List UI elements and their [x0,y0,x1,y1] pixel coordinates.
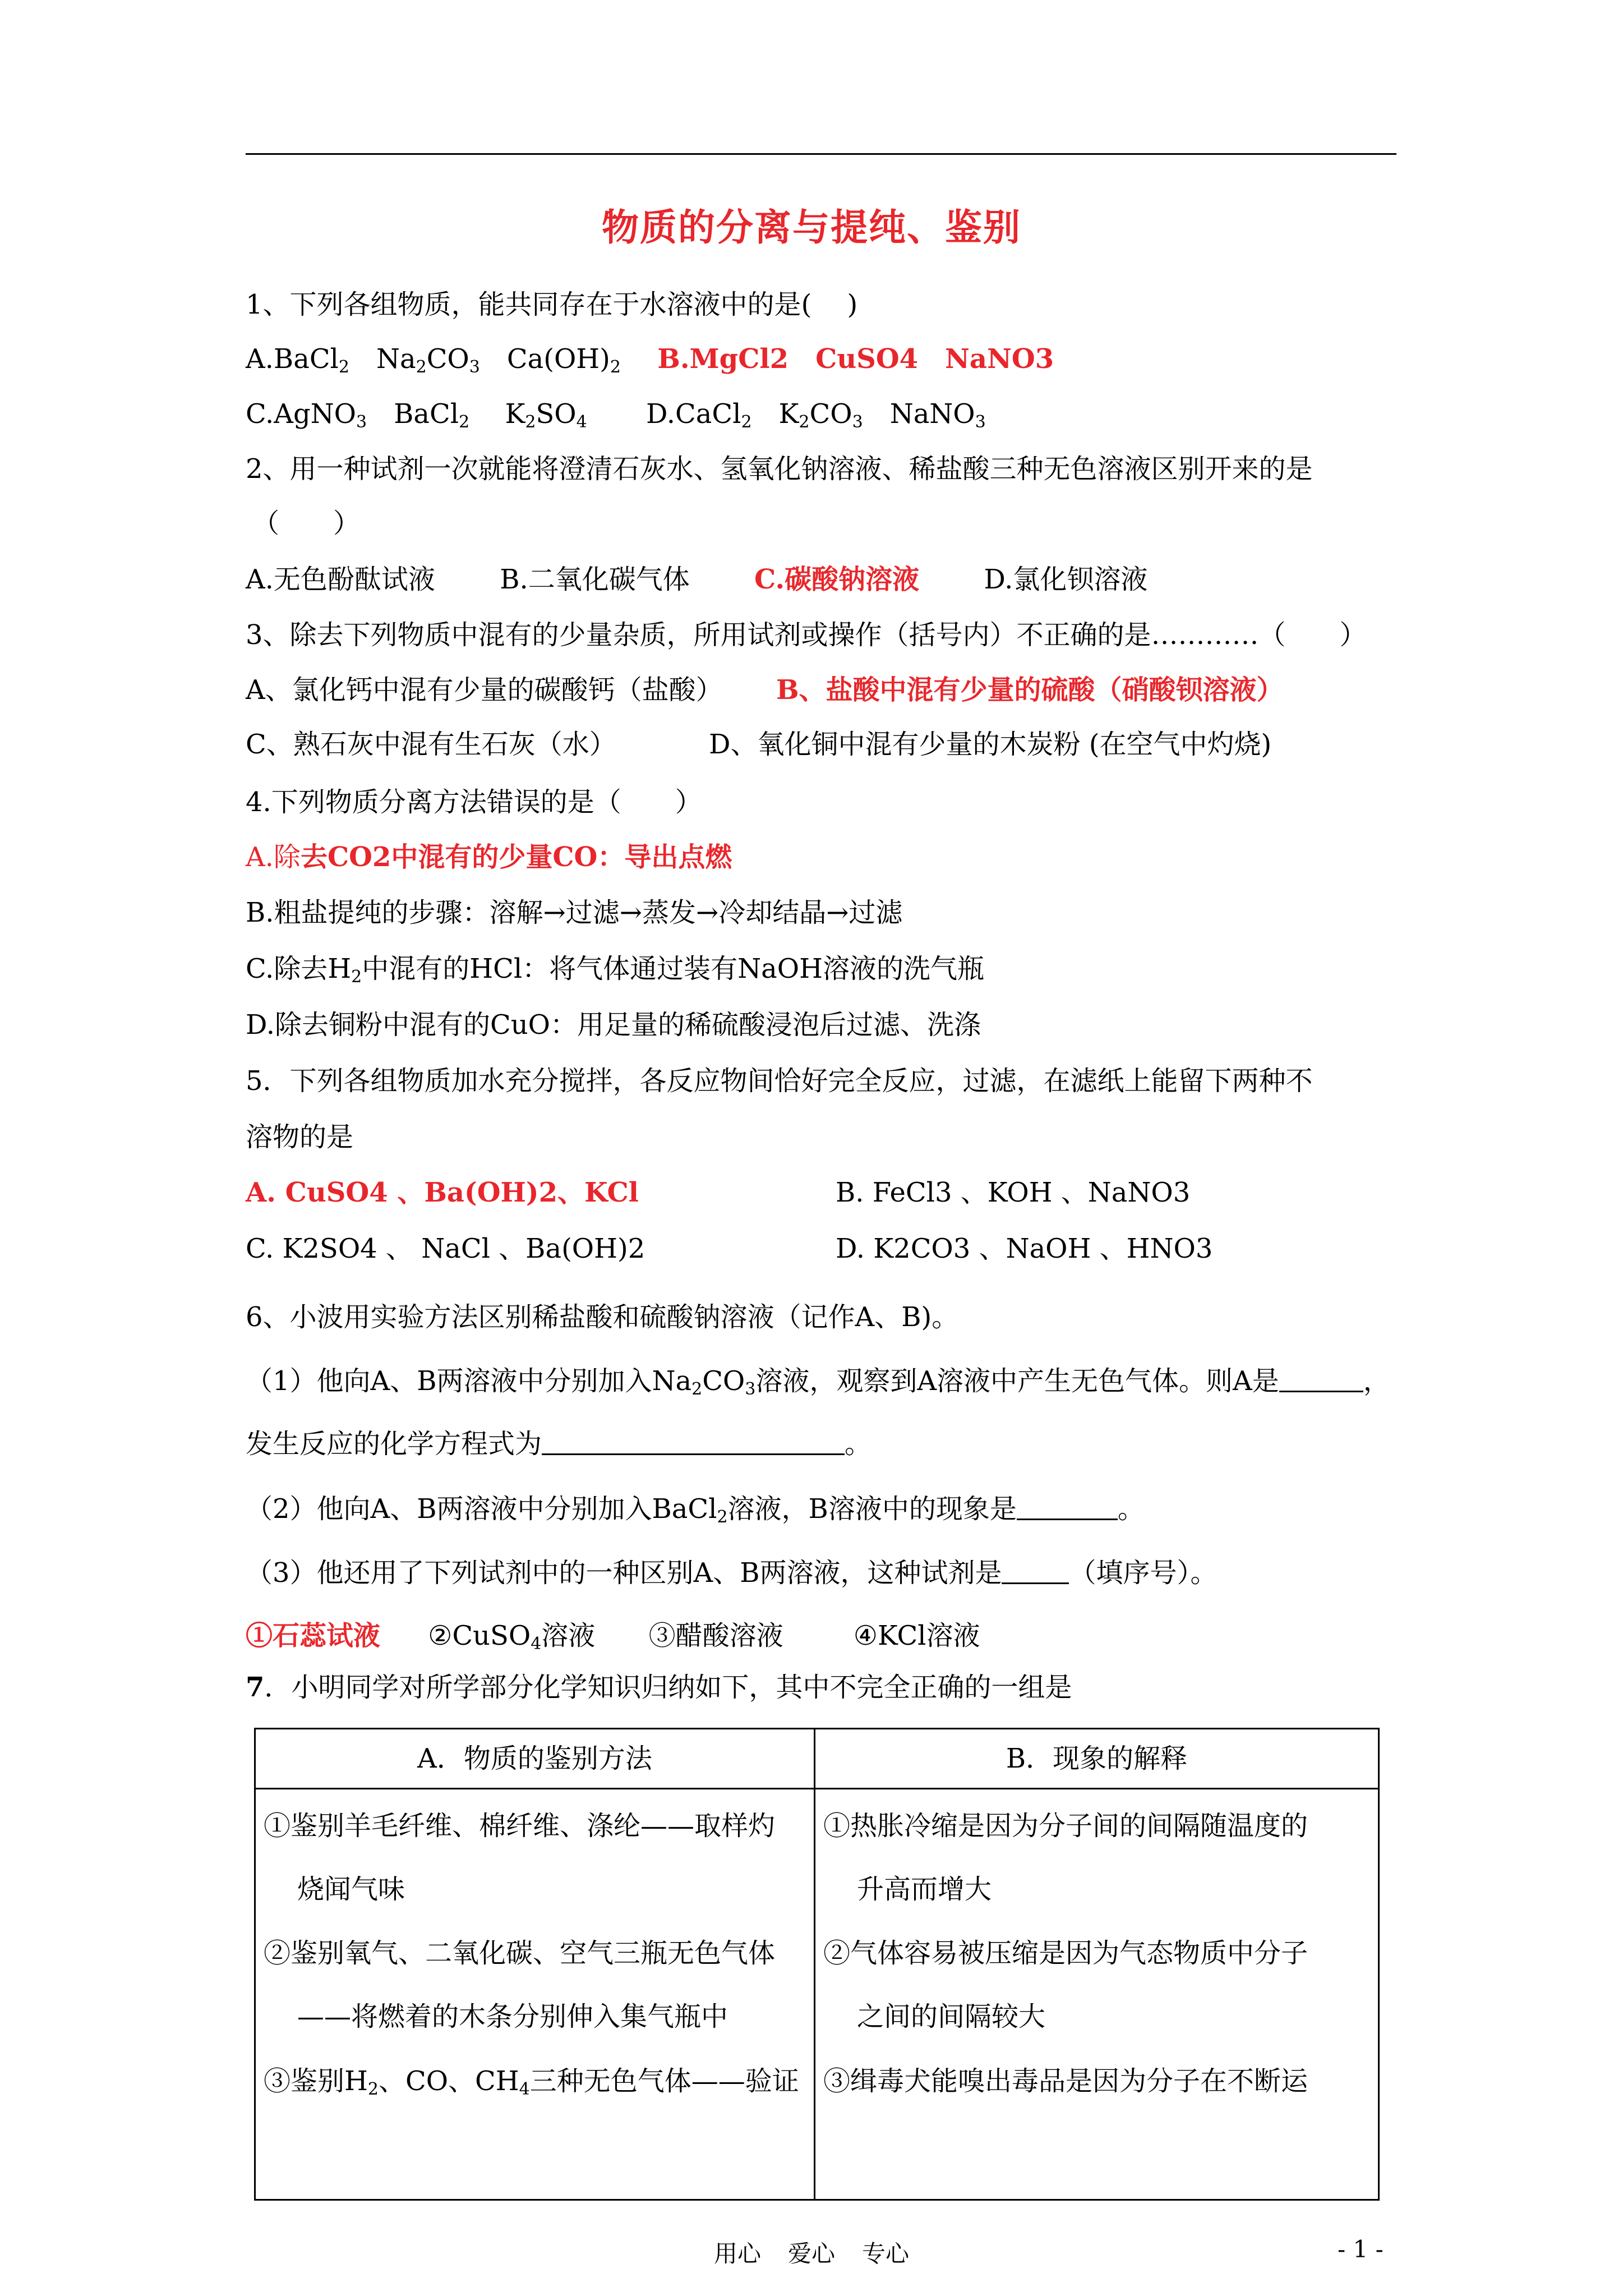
q6-option-4: ④KCl溶液 [853,1620,980,1651]
q1-option-b-answer: B.MgCl2 CuSO4 NaNO3 [657,343,1054,375]
q1-option-d: D.CaCl$_2$ $K_2CO_3$ NaNO$_3$ [646,398,986,432]
q3-option-c: C、熟石灰中混有生石灰（水） [246,729,616,760]
q4-option-c: C.除去$H_2$中混有的HCl：将气体通过装有NaOH溶液的洗气瓶 [246,953,985,987]
q6-reagent-options [246,1619,980,1653]
q2-option-d: D.氯化钡溶液 [984,564,1148,595]
q3-option-a: A、氯化钙中混有少量的碳酸钙（盐酸） [246,674,723,706]
page-footer: 用心 爱心 专心 [713,2240,910,2267]
page-title: 物质的分离与提纯、鉴别 [602,205,1021,249]
q6-option-1-answer: ①石蕊试液 [246,1620,381,1651]
q7-table [254,1728,1380,2201]
q4-option-b: B.粗盐提纯的步骤：溶解→过滤→蒸发→冷却结晶→过滤 [246,897,903,928]
q6-stem: 6、小波用实验方法区别稀盐酸和硫酸钠溶液（记作A、B)。 [246,1301,959,1333]
q2-option-b: B.二氧化碳气体 [500,564,690,595]
q5-option-c: C. K2SO4 、 NaCl 、Ba(OH)2 [246,1233,645,1264]
q6-answer-blank-2[interactable] [1017,1494,1118,1520]
q4-stem: 4.下列物质分离方法错误的是（ ） [246,786,702,818]
q1-options-ab [246,342,1054,376]
q7-table-cell-b: ①热胀冷缩是因为分子间的间隔随温度的 升高而增大 ②气体容易被压缩是因为气态物质中分子 之间的间隔较大 ③缉毒犬能嗅出毒品是因为分子在不断运 [815,1789,1379,2200]
q6-option-2: ②CuSO$_4$溶液 [428,1620,596,1654]
q3-option-d: D、氧化铜中混有少量的木炭粉 (在空气中灼烧) [709,729,1272,760]
q4-option-d: D.除去铜粉中混有的CuO：用足量的稀硫酸浸泡后过滤、洗涤 [246,1009,981,1041]
q3-options-cd [246,728,1271,761]
q7-table-head-b: B．现象的解释 [815,1729,1379,1789]
q5-option-a-answer: A. CuSO4 、Ba(OH)2、KCl [246,1177,639,1208]
q3-option-b-answer: B、盐酸中混有少量的硫酸（硝酸钡溶液） [776,674,1284,706]
q5-stem-2: 溶物的是 [246,1121,354,1153]
q1-options-cd [246,397,986,431]
q4-option-a-answer: 去CO2中混有的少量CO：导出点燃 [300,841,732,873]
q2-paren: （ ） [252,508,361,539]
q1-option-c: C.AgNO$_3$ BaCl$_2$ $K_2SO_4$ [246,398,587,432]
q6-equation-blank[interactable] [542,1429,845,1455]
q6-part-3: （3）他还用了下列试剂中的一种区别A、B两溶液，这种试剂是 （填序号）。 [246,1557,1218,1589]
header-rule [246,153,1396,155]
q7-stem: 7．小明同学对所学部分化学知识归纳如下，其中不完全正确的一组是 [246,1672,1072,1703]
q6-part-1: （1）他向A、B两溶液中分别加入$Na_2CO_3$溶液，观察到A溶液中产生无色气体。则A是 ， [246,1365,1390,1399]
q2-option-c-answer: C.碳酸钠溶液 [754,564,920,595]
q6-answer-blank-3[interactable] [1002,1558,1069,1584]
q5-option-b: B. FeCl3 、KOH 、NaNO3 [836,1177,1191,1208]
q2-option-a: A.无色酚酞试液 [246,564,435,595]
q2-options [246,563,1147,596]
q6-part-1b: 发生反应的化学方程式为 。 [246,1428,872,1460]
q5-option-d: D. K2CO3 、NaOH 、HNO3 [836,1233,1213,1264]
q1-option-a: A.BaCl$_2$ $Na_2CO_3$ $Ca(OH)_2$ [246,343,621,377]
q6-option-3: ③醋酸溶液 [648,1620,783,1651]
q1-stem: 1、下列各组物质，能共同存在于水溶液中的是( ) [246,289,858,320]
q5-stem-1: 5．下列各组物质加水充分搅拌，各反应物间恰好完全反应，过滤，在滤纸上能留下两种不 [246,1065,1313,1097]
q7-table-head-a: A．物质的鉴别方法 [255,1729,815,1789]
q7-table-cell-a: ①鉴别羊毛纤维、棉纤维、涤纶——取样灼 烧闻气味 ②鉴别氧气、二氧化碳、空气三瓶无色气体 ——将燃着的木条分别伸入集气瓶中 ③鉴别$H_2$、CO、$CH_4$三种无色气体——验证 [255,1789,815,2200]
page-number: - 1 - [1338,2235,1384,2263]
q3-options-ab [246,673,1284,707]
q4-option-a: A.除去CO2中混有的少量CO：导出点燃 [246,841,732,873]
q6-answer-blank-1[interactable] [1279,1366,1363,1392]
q2-stem: 2、用一种试剂一次就能将澄清石灰水、氢氧化钠溶液、稀盐酸三种无色溶液区别开来的是 [246,453,1313,485]
q6-part-2: （2）他向A、B两溶液中分别加入BaCl$_2$溶液，B溶液中的现象是 。 [246,1493,1145,1527]
q3-stem: 3、除去下列物质中混有的少量杂质，所用试剂或操作（括号内）不正确的是…………（ ） [246,619,1367,651]
